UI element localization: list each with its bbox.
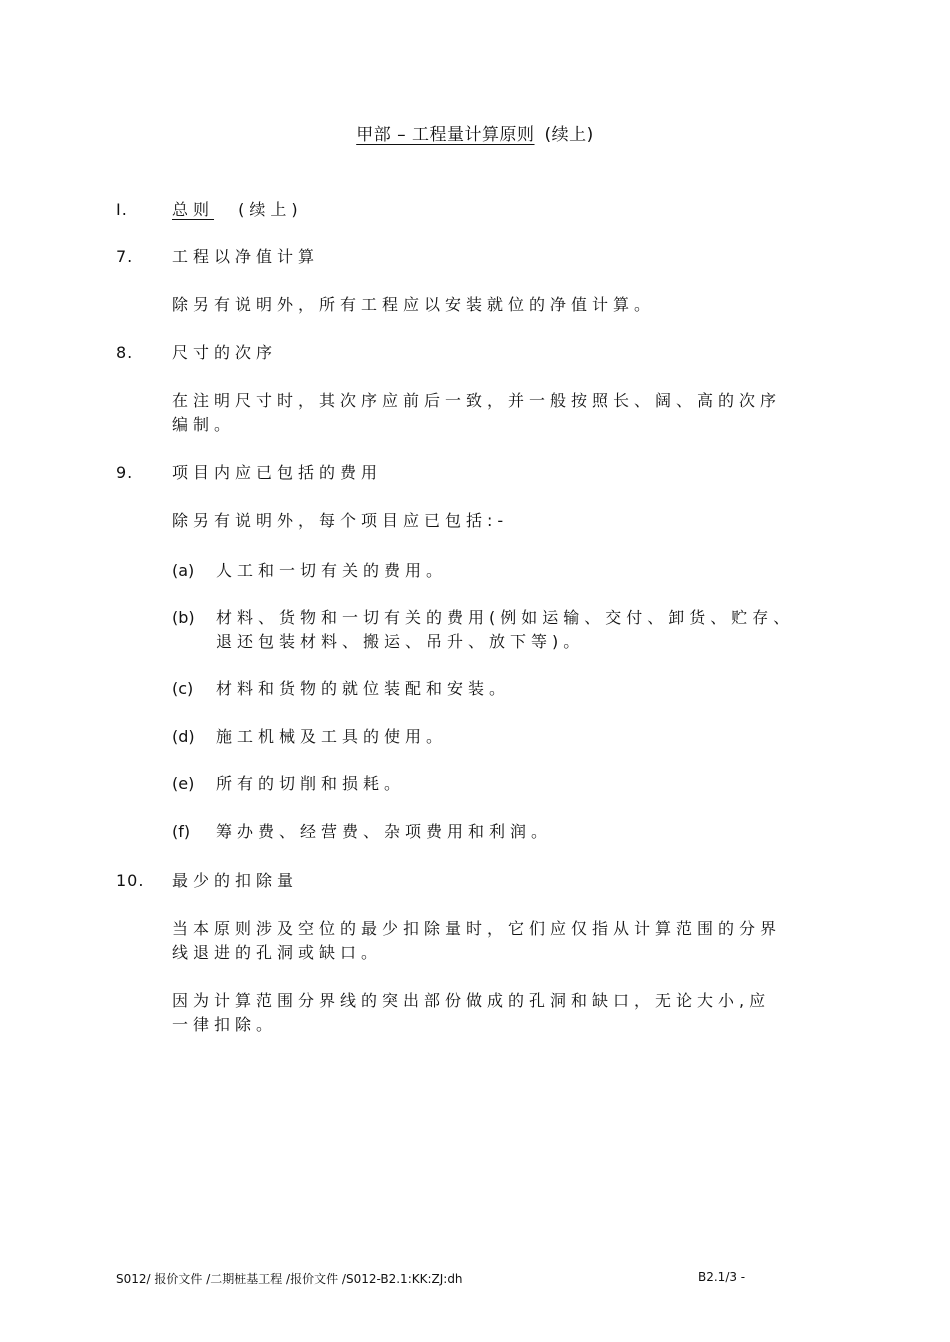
subitem-label: (e) bbox=[172, 774, 195, 793]
subitem-text-line: 退还包装材料、搬运、吊升、放下等)。 bbox=[216, 632, 585, 651]
page-title bbox=[0, 120, 950, 145]
item-number: 8. bbox=[116, 343, 134, 362]
item-heading: 项目内应已包括的费用 bbox=[172, 463, 383, 482]
item-number: 7. bbox=[116, 247, 134, 266]
subitem-text-line: 材料、货物和一切有关的费用(例如运输、交付、卸货、贮存、 bbox=[216, 608, 795, 627]
subitem-label: (f) bbox=[172, 822, 191, 841]
item-paragraph: 除另有说明外，每个项目应已包括:- bbox=[172, 511, 509, 530]
subitem-text: 材料和货物的就位装配和安装。 bbox=[216, 679, 511, 698]
item-heading: 工程以净值计算 bbox=[172, 247, 320, 266]
subitem-text: 筹办费、经营费、杂项费用和利润。 bbox=[216, 822, 553, 841]
subitem-text: 所有的切削和损耗。 bbox=[216, 774, 406, 793]
subitem-text: 人工和一切有关的费用。 bbox=[216, 561, 448, 580]
item-heading: 最少的扣除量 bbox=[172, 871, 299, 890]
item-paragraph-line: 一律扣除。 bbox=[172, 1015, 278, 1034]
item-heading: 尺寸的次序 bbox=[172, 343, 278, 362]
title-continued: (续上) bbox=[544, 125, 594, 145]
item-paragraph-line: 当本原则涉及空位的最少扣除量时，它们应仅指从计算范围的分界 bbox=[172, 919, 782, 938]
item-number: 9. bbox=[116, 463, 134, 482]
title-main: 甲部 – 工程量计算原则 bbox=[356, 125, 535, 145]
subitem-label: (c) bbox=[172, 679, 194, 698]
item-number: 10. bbox=[116, 871, 145, 890]
item-paragraph: 除另有说明外，所有工程应以安装就位的净值计算。 bbox=[172, 295, 656, 314]
subitem-label: (a) bbox=[172, 561, 195, 580]
section-heading-text: 总则 bbox=[172, 200, 215, 219]
item-paragraph-line: 编制。 bbox=[172, 415, 236, 434]
section-heading bbox=[172, 198, 303, 222]
item-paragraph-line: 在注明尺寸时，其次序应前后一致，并一般按照长、阔、高的次序 bbox=[172, 391, 782, 410]
item-paragraph-line: 线退进的孔洞或缺口。 bbox=[172, 943, 383, 962]
subitem-label: (d) bbox=[172, 727, 195, 746]
footer-file-path: S012/ 报价文件 /二期桩基工程 /报价文件 /S012-B2.1:KK:ZJ:dh bbox=[116, 1272, 463, 1286]
footer-page-number: B2.1/3 - bbox=[698, 1270, 746, 1284]
section-heading-continued: (续上) bbox=[238, 200, 303, 219]
item-paragraph-line: 因为计算范围分界线的突出部份做成的孔洞和缺口，无论大小,应 bbox=[172, 991, 771, 1010]
subitem-text: 施工机械及工具的使用。 bbox=[216, 727, 448, 746]
subitem-label: (b) bbox=[172, 608, 195, 627]
section-number: I. bbox=[116, 200, 128, 219]
